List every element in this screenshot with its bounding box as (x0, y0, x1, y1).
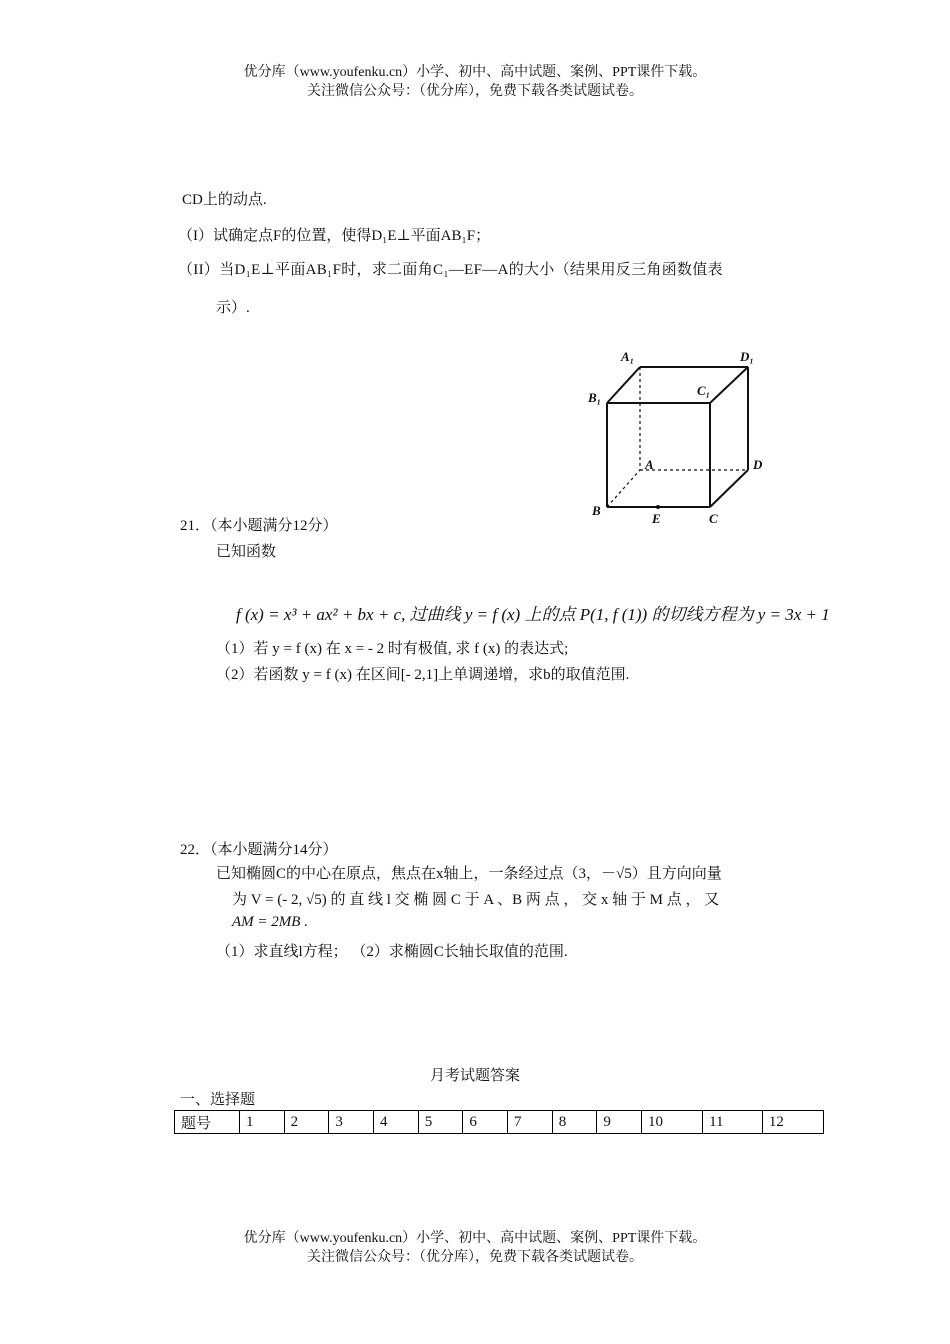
cube-figure (585, 345, 775, 530)
q21-intro: 已知函数 (216, 544, 277, 560)
q20-part-1: （I）试确定点F的位置，使得D₁E⊥平面AB₁F； (178, 228, 491, 244)
label-a: A (645, 457, 654, 472)
q22-line-2: 为 V = (- 2, √5) 的 直 线 l 交 椭 圆 C 于 A 、B 两 点 ， 交 x 轴 于 M 点 ， 又 (232, 892, 720, 908)
table-cell: 6 (463, 1111, 508, 1134)
table-cell: 7 (508, 1111, 553, 1134)
label-c1: C₁ (697, 383, 711, 398)
table-cell: 2 (284, 1111, 329, 1134)
table-cell: 8 (552, 1111, 597, 1134)
q22-line-3: AM = 2MB . (232, 914, 308, 930)
table-cell: 1 (240, 1111, 285, 1134)
q22-line-1: 已知椭圆C的中心在原点，焦点在x轴上，一条经过点（3，－√5）且方向向量 (216, 866, 722, 882)
answer-table (174, 1110, 824, 1134)
table-cell: 11 (703, 1111, 763, 1134)
footer-line-2: 关注微信公众号：（优分库），免费下载各类试题试卷。 (307, 1250, 643, 1265)
q22-line-4: （1）求直线l方程； （2）求椭圆C长轴长取值的范围. (216, 944, 568, 960)
q21-sub-1: （1）若 y = f (x) 在 x = - 2 时有极值, 求 f (x) 的表达式; (216, 641, 569, 657)
label-d: D (753, 457, 763, 472)
footer-line-1: 优分库（www.youfenku.cn）小学、初中、高中试题、案例、PPT课件下载。 (243, 1231, 707, 1246)
table-cell: 9 (597, 1111, 642, 1134)
q20-part-2: （II）当D₁E⊥平面AB₁F时，求二面角C₁—EF—A的大小（结果用反三角函数值表 (178, 262, 723, 278)
header-line-2: 关注微信公众号：（优分库），免费下载各类试题试卷。 (307, 84, 643, 99)
q20-part-2-cont: 示）. (216, 300, 250, 316)
header-line-1: 优分库（www.youfenku.cn）小学、初中、高中试题、案例、PPT课件下载。 (243, 65, 707, 80)
q21-sub-2: （2）若函数 y = f (x) 在区间[- 2,1]上单调递增，求b的取值范围. (216, 667, 630, 683)
q21-formula: f (x) = x³ + ax² + bx + c, 过曲线 y = f (x) 上的点 P(1, f (1)) 的切线方程为 y = 3x + 1 (236, 605, 830, 624)
label-d1: D₁ (740, 349, 754, 364)
q20-continuation: CD上的动点. (182, 192, 267, 208)
table-row (175, 1111, 824, 1134)
answers-title: 月考试题答案 (429, 1068, 520, 1084)
table-cell: 3 (329, 1111, 374, 1134)
table-cell: 12 (762, 1111, 823, 1134)
label-c: C (709, 511, 718, 526)
table-cell: 5 (418, 1111, 463, 1134)
table-cell: 10 (642, 1111, 703, 1134)
label-b: B (592, 503, 601, 518)
table-cell: 题号 (175, 1111, 240, 1134)
label-a1: A₁ (621, 349, 635, 364)
answers-section: 一、选择题 (180, 1092, 256, 1108)
label-e: E (652, 511, 661, 526)
label-b1: B₁ (588, 390, 602, 405)
q22-number: 22．（本小题满分14分） (180, 842, 338, 858)
q21-number: 21．（本小题满分12分） (180, 518, 338, 534)
table-cell: 4 (374, 1111, 419, 1134)
